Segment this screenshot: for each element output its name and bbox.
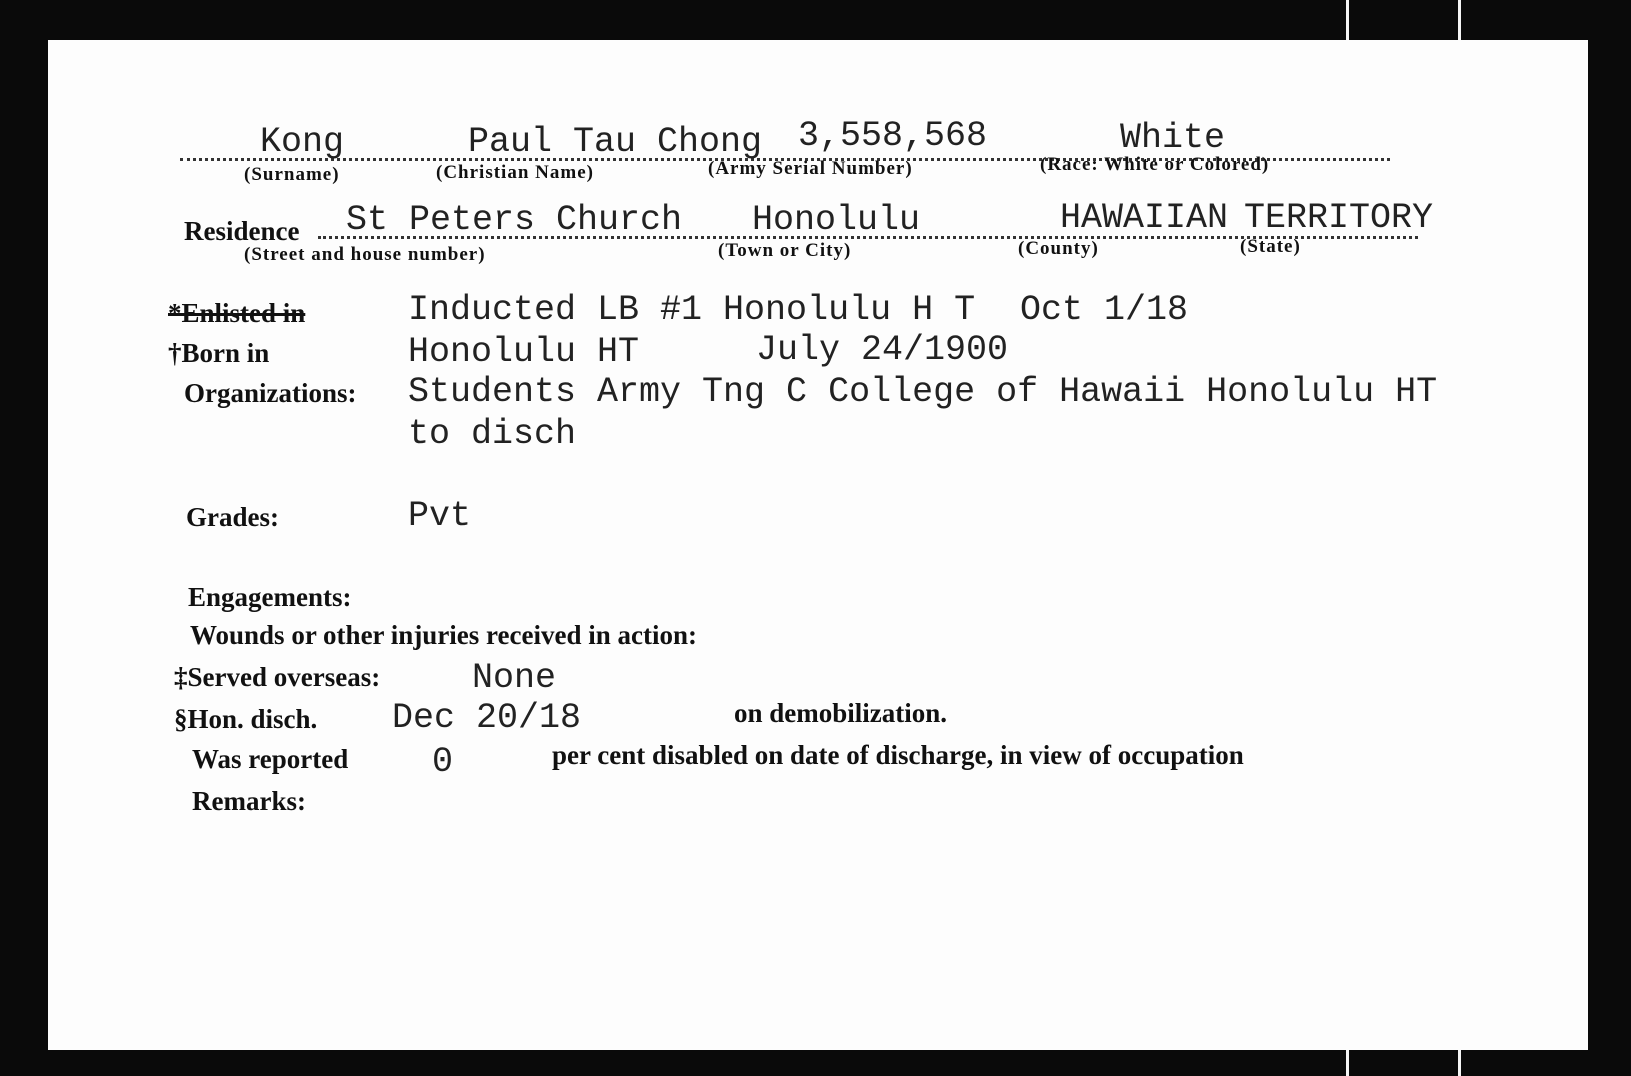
engagements-label: Engagements:: [188, 582, 352, 612]
street-caption: (Street and house number): [244, 244, 486, 265]
enlisted-value: Inducted LB #1 Honolulu H T: [408, 290, 976, 330]
grades-label: Grades:: [186, 502, 279, 532]
serial-number-value: 3,558,568: [798, 116, 988, 156]
state-value: TERRITORY: [1244, 198, 1434, 238]
hon-disch-label: §Hon. disch.: [174, 704, 318, 734]
hon-disch-suffix: on demobilization.: [734, 698, 948, 728]
organizations-value-line2: to disch: [408, 414, 577, 454]
race-value: White: [1120, 118, 1226, 158]
serial-number-caption: (Army Serial Number): [708, 158, 913, 179]
was-reported-label: Was reported: [192, 744, 349, 774]
organizations-label: Organizations:: [184, 378, 357, 408]
born-label: †Born in: [168, 338, 270, 368]
hon-disch-value: Dec 20/18: [392, 698, 582, 738]
wounds-label: Wounds or other injuries received in action:: [190, 620, 698, 650]
remarks-label: Remarks:: [192, 786, 306, 816]
born-date: July 24/1900: [756, 330, 1009, 370]
street-value: St Peters Church: [346, 200, 683, 240]
residence-label: Residence: [184, 216, 300, 246]
christian-name-value: Paul Tau Chong: [468, 122, 763, 162]
grades-value: Pvt: [408, 496, 472, 536]
town-value: Honolulu: [752, 200, 921, 240]
born-place: Honolulu HT: [408, 332, 640, 372]
served-overseas-value: None: [472, 658, 557, 698]
surname-caption: (Surname): [244, 164, 340, 185]
organizations-value-line1: Students Army Tng C College of Hawaii Honolulu HT: [408, 372, 1438, 412]
county-caption: (County): [1018, 238, 1099, 259]
service-record-card: [48, 40, 1588, 1050]
county-value: HAWAIIAN: [1060, 198, 1229, 238]
served-overseas-label: ‡Served overseas:: [174, 662, 381, 692]
christian-name-caption: (Christian Name): [436, 162, 594, 183]
disability-percent-value: 0: [432, 742, 454, 782]
enlisted-label: *Enlisted in: [168, 298, 306, 328]
enlisted-date: Oct 1/18: [1020, 290, 1189, 330]
town-caption: (Town or City): [718, 240, 852, 261]
surname-value: Kong: [260, 122, 345, 162]
was-reported-suffix: per cent disabled on date of discharge, in view of occupation: [552, 740, 1244, 770]
state-caption: (State): [1240, 236, 1301, 257]
race-caption: (Race: White or Colored): [1040, 154, 1270, 175]
